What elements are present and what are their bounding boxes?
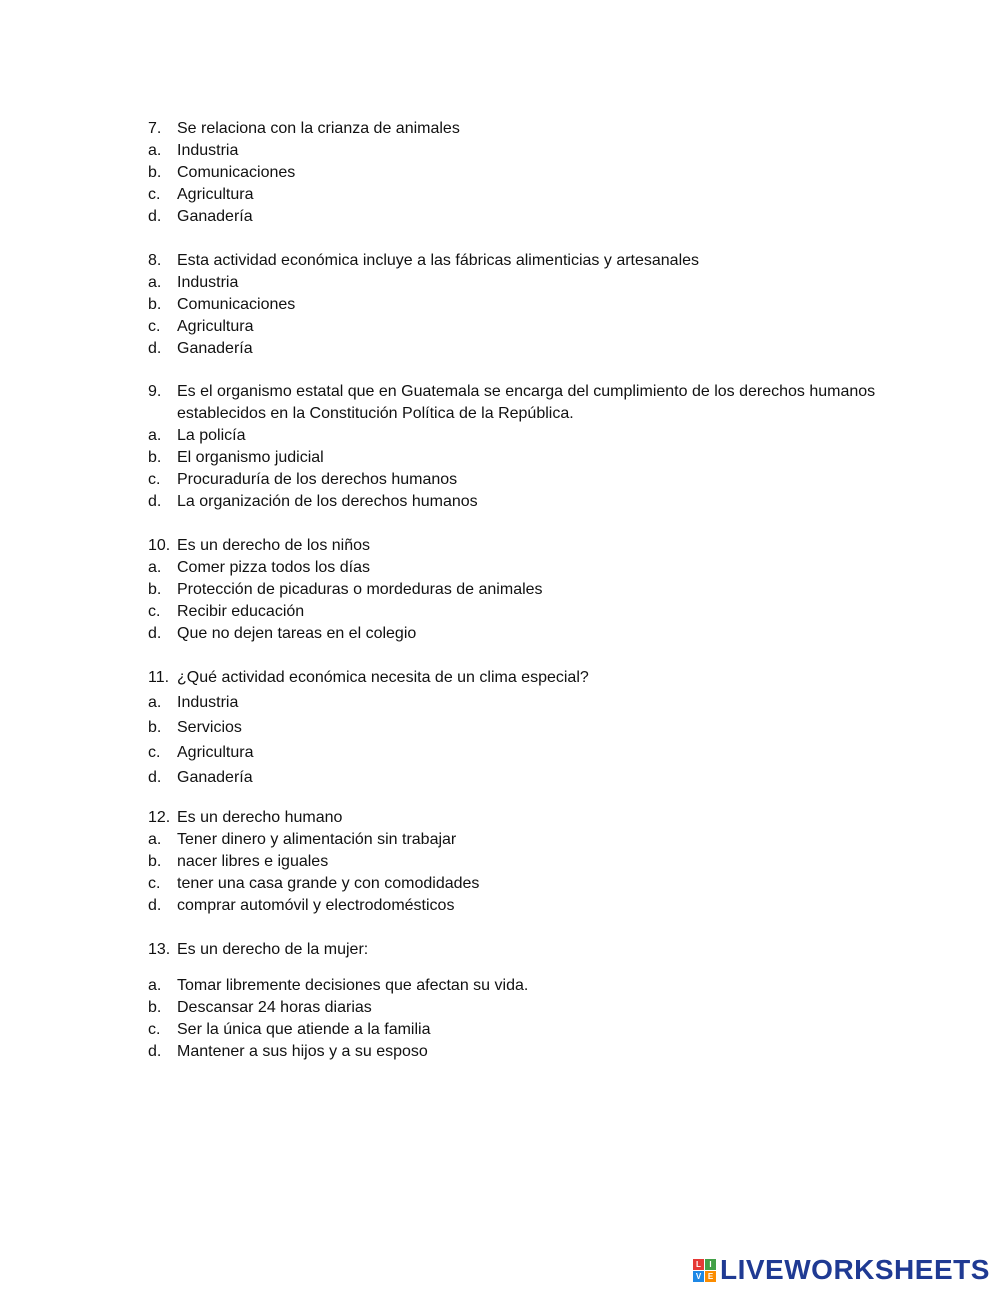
option-text: Industria [177, 694, 239, 711]
question-number: 12. [148, 809, 171, 826]
question-10 [148, 535, 918, 645]
option-text: Comunicaciones [177, 296, 296, 313]
option-letter: b. [148, 581, 162, 598]
option-letter: d. [148, 625, 162, 642]
option-letter: a. [148, 559, 162, 576]
logo-mark-tile: I [705, 1259, 716, 1270]
question-text: Se relaciona con la crianza de animales [177, 120, 460, 137]
option-c[interactable] [148, 469, 918, 491]
option-d[interactable] [148, 1041, 918, 1063]
logo-mark-tile: E [705, 1271, 716, 1282]
option-text: Mantener a sus hijos y a su esposo [177, 1043, 428, 1060]
option-text: Recibir educación [177, 603, 305, 620]
question-12 [148, 807, 918, 917]
question-text: Es un derecho humano [177, 809, 343, 826]
option-letter: a. [148, 694, 162, 711]
option-letter: d. [148, 493, 162, 510]
liveworksheets-logo [693, 1255, 990, 1285]
question-7 [148, 118, 918, 228]
option-text: Agricultura [177, 186, 254, 203]
option-a[interactable] [148, 690, 918, 715]
option-letter: a. [148, 142, 162, 159]
option-letter: b. [148, 449, 162, 466]
option-d[interactable] [148, 491, 918, 513]
question-9 [148, 381, 918, 513]
question-text: Es un derecho de la mujer: [177, 941, 369, 958]
logo-mark-icon [693, 1259, 716, 1282]
option-letter: a. [148, 274, 162, 291]
option-text: La organización de los derechos humanos [177, 493, 478, 510]
option-text: Tener dinero y alimentación sin trabajar [177, 831, 457, 848]
option-c[interactable] [148, 1019, 918, 1041]
option-text: Agricultura [177, 318, 254, 335]
question-number: 8. [148, 252, 162, 269]
option-a[interactable] [148, 140, 918, 162]
option-text: Servicios [177, 719, 242, 736]
option-letter: c. [148, 318, 161, 335]
option-text: Procuraduría de los derechos humanos [177, 471, 458, 488]
question-number: 13. [148, 941, 171, 958]
question-number: 9. [148, 383, 162, 400]
question-13 [148, 939, 918, 1063]
question-stem [148, 939, 918, 961]
option-b[interactable] [148, 715, 918, 740]
question-text: Es un derecho de los niños [177, 537, 371, 554]
option-c[interactable] [148, 601, 918, 623]
option-letter: b. [148, 999, 162, 1016]
option-d[interactable] [148, 895, 918, 917]
option-letter: d. [148, 340, 162, 357]
option-d[interactable] [148, 765, 918, 790]
option-letter: b. [148, 296, 162, 313]
option-text: Comer pizza todos los días [177, 559, 370, 576]
option-letter: a. [148, 977, 162, 994]
logo-mark-tile: L [693, 1259, 704, 1270]
option-text: tener una casa grande y con comodidades [177, 875, 480, 892]
option-c[interactable] [148, 873, 918, 895]
option-b[interactable] [148, 851, 918, 873]
option-text: Comunicaciones [177, 164, 296, 181]
option-letter: c. [148, 186, 161, 203]
option-c[interactable] [148, 316, 918, 338]
option-text: Industria [177, 142, 239, 159]
question-stem [148, 807, 918, 829]
option-a[interactable] [148, 557, 918, 579]
question-number: 11. [148, 669, 170, 686]
question-11 [148, 666, 918, 790]
question-text: Es el organismo estatal que en Guatemala se encarga del cumplimiento de los derechos humanos [177, 383, 876, 400]
option-text: Agricultura [177, 744, 254, 761]
logo-text: LIVEWORKSHEETS [720, 1254, 990, 1285]
option-text: Que no dejen tareas en el colegio [177, 625, 417, 642]
question-text: ¿Qué actividad económica necesita de un clima especial? [177, 669, 589, 686]
option-letter: a. [148, 427, 162, 444]
question-text-continuation: establecidos en la Constitución Política de la República. [177, 405, 574, 422]
question-stem [148, 118, 918, 140]
question-stem [148, 666, 918, 690]
option-d[interactable] [148, 338, 918, 360]
option-letter: d. [148, 897, 162, 914]
option-text: Protección de picaduras o mordeduras de animales [177, 581, 543, 598]
option-text: Ganadería [177, 769, 253, 786]
option-a[interactable] [148, 975, 918, 997]
option-c[interactable] [148, 184, 918, 206]
option-text: Descansar 24 horas diarias [177, 999, 372, 1016]
question-number: 7. [148, 120, 162, 137]
option-c[interactable] [148, 740, 918, 765]
option-letter: c. [148, 744, 161, 761]
option-text: Ser la única que atiende a la familia [177, 1021, 431, 1038]
option-a[interactable] [148, 425, 918, 447]
question-number: 10. [148, 537, 171, 554]
option-letter: c. [148, 875, 161, 892]
option-d[interactable] [148, 206, 918, 228]
question-text: Esta actividad económica incluye a las fábricas alimenticias y artesanales [177, 252, 700, 269]
logo-mark-tile: V [693, 1271, 704, 1282]
question-stem [148, 250, 918, 272]
option-b[interactable] [148, 997, 918, 1019]
option-letter: d. [148, 769, 162, 786]
option-letter: a. [148, 831, 162, 848]
option-d[interactable] [148, 623, 918, 645]
option-a[interactable] [148, 829, 918, 851]
option-letter: c. [148, 471, 161, 488]
question-stem [148, 381, 918, 403]
question-8 [148, 250, 918, 360]
option-letter: d. [148, 208, 162, 225]
option-b[interactable] [148, 579, 918, 601]
option-text: Tomar libremente decisiones que afectan su vida. [177, 977, 529, 994]
option-letter: c. [148, 1021, 161, 1038]
option-text: El organismo judicial [177, 449, 324, 466]
option-letter: d. [148, 1043, 162, 1060]
option-b[interactable] [148, 294, 918, 316]
option-text: comprar automóvil y electrodomésticos [177, 897, 455, 914]
question-stem [148, 535, 918, 557]
option-letter: b. [148, 853, 162, 870]
option-text: Ganadería [177, 340, 253, 357]
option-letter: c. [148, 603, 161, 620]
option-b[interactable] [148, 162, 918, 184]
option-letter: b. [148, 164, 162, 181]
option-b[interactable] [148, 447, 918, 469]
option-text: Industria [177, 274, 239, 291]
option-letter: b. [148, 719, 162, 736]
option-text: Ganadería [177, 208, 253, 225]
option-text: nacer libres e iguales [177, 853, 329, 870]
option-a[interactable] [148, 272, 918, 294]
option-text: La policía [177, 427, 246, 444]
